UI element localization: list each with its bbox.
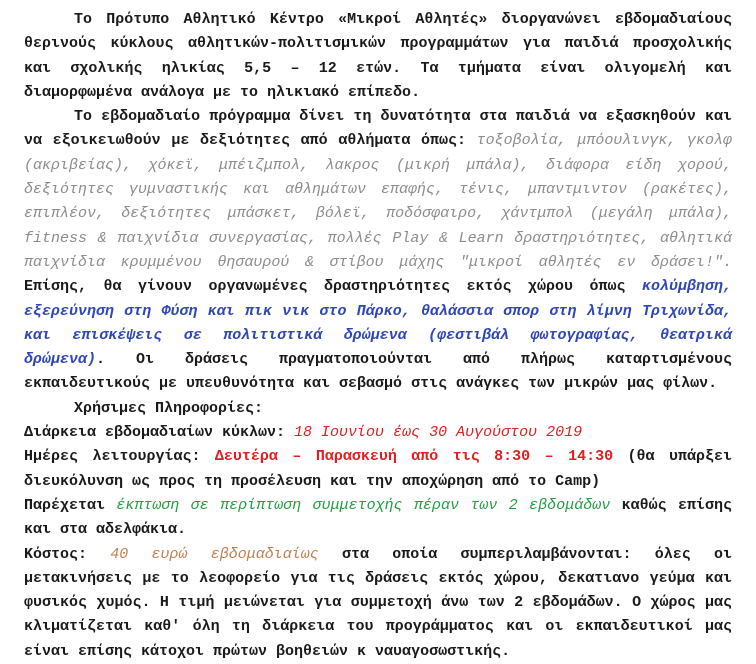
- discount-value: έκπτωση σε περίπτωση συμμετοχής πέραν των 2 εβδομάδων: [116, 496, 611, 514]
- program-intro: Το εβδομαδιαίο πρόγραμμα δίνει τη δυνατότητα στα παιδιά να εξασκηθούν και να εξοικειωθούν με δεξιότητες από αθλήματα όπως:: [24, 108, 732, 150]
- cost-value: 40 ευρώ εβδομαδιαίως: [110, 545, 319, 563]
- sports-list: τοξοβολία, μπόουλινγκ, γκολφ (ακριβείας), χόκεϊ, μπέιζμπολ, λακρος (μικρή μπάλα), διάφορα είδη χορού, δεξιότητες γυμναστικής και αθλημάτων επαφής, τένις, μπαντμιντον (ρακέτες), επιπλέον, δεξιότητες μπάσκετ, βόλεϊ, ποδόσφαιρο, χάντμπολ (μεγάλη μπάλα), fitness & παιχνίδια συνεργασίας, πολλές Play & Learn δραστηριότητες, αθλητικά παιχνίδια κρυμμένου θησαυρού & στίβου μάχης "μικροί αθλητές εν δράσει!".: [24, 132, 733, 271]
- days-note: (θα υπάρξει διευκόλυνση ως προς τη προσέλευση και την αποχώρηση από το Camp): [24, 448, 732, 490]
- days-value: Δευτέρα – Παρασκευή από τις 8:30 – 14:30: [214, 448, 614, 466]
- program-end: . Οι δράσεις πραγματοποιούνται από πλήρως καταρτισμένους εκπαιδευτικούς με υπευθυνότητα και σεβασμό στις ανάγκες των μικρών μας φίλων.: [24, 351, 732, 393]
- cost-label: Κόστος:: [24, 545, 111, 563]
- days-label: Ημέρες λειτουργίας:: [24, 448, 215, 466]
- outdoor-activities: κολύμβηση, εξερεύνηση στη Φύση και πικ νικ στο Πάρκο, θαλάσσια σπορ στη λίμνη Τριχωνίδα, και επισκέψεις σε πολιτιστικά δρώμενα (φεστιβάλ φωτογραφίας, θεατρικά δρώμενα): [24, 278, 732, 369]
- duration-value: 18 Ιουνίου έως 30 Αυγούστου 2019: [294, 424, 583, 442]
- cost-text: στα οποία συμπεριλαμβάνονται: όλες οι μετακινήσεις με το λεοφορείο για τις δράσεις εκτός χώρου, δεκατιανο γεύμα και φυσικός χυμός. Η τιμή μειώνεται για συμμετοχή άνω των 2 εβδομάδων. Ο χώρος μας κλιματίζεται καθ' όλη τη διάρκεια του προγράμματος και οι εκπαιδευτικοί μας είναι επίσης κάτοχοι πρώτων βοηθειών κ ναυαγοσωστικής.: [24, 545, 733, 660]
- discount-pre: Παρέχεται: [24, 496, 117, 514]
- intro-paragraph: Το Πρότυπο Αθλητικό Κέντρο «Μικροί Αθλητές» διοργανώνει εβδομαδιαίους θερινούς κύκλους αθλητικών-πολιτισμικών προγραμμάτων για παιδιά προσχολικής και σχολικής ηλικίας 5,5 – 12 ετών. Τα τμήματα είναι ολιγομελή και διαμορφωμένα ανάλογα με το ηλικιακό επίπεδο.: [24, 11, 732, 101]
- info-heading: Χρήσιμες Πληροφορίες:: [74, 399, 264, 417]
- program-middle: Επίσης, θα γίνουν οργανωμένες δραστηριότητες εκτός χώρου όπως: [24, 278, 642, 296]
- discount-line: [24, 494, 732, 543]
- cost-paragraph: [24, 543, 732, 664]
- discount-post: καθώς επίσης και στα αδελφάκια.: [24, 496, 732, 539]
- program-paragraph: [24, 105, 732, 397]
- duration-label: Διάρκεια εβδομαδιαίων κύκλων:: [24, 424, 295, 442]
- days-line: [24, 445, 732, 494]
- duration-line: [24, 421, 732, 445]
